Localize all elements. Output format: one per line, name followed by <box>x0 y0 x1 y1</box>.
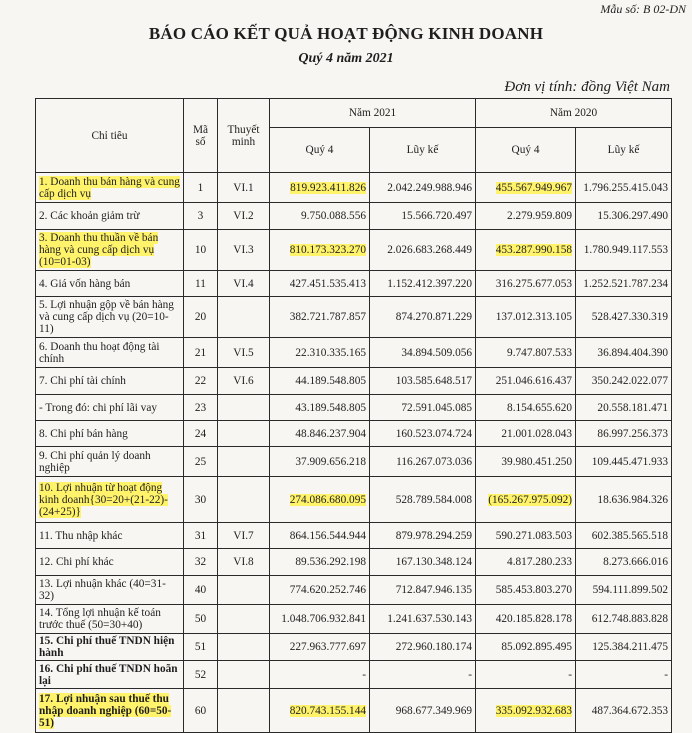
row-code: 50 <box>184 605 218 634</box>
value-q4-2021: 820.743.155.144 <box>289 704 366 717</box>
value-q4-2020: (165.267.975.092) <box>488 493 573 506</box>
value-q4-2020: 453.287.990.158 <box>495 244 573 256</box>
row-label: 4. Giá vốn hàng bán <box>36 271 184 297</box>
row-note <box>218 634 270 661</box>
row-code: 3 <box>184 203 218 230</box>
value-ytd-2021: 968.677.349.969 <box>370 689 476 733</box>
value-ytd-2020: 86.997.256.373 <box>576 421 672 447</box>
row-code: 10 <box>184 230 218 271</box>
value-q4-2021: 774.620.252.746 <box>270 576 370 605</box>
value-ytd-2021: 72.591.045.085 <box>370 395 476 421</box>
row-code: 22 <box>184 368 218 395</box>
table-row <box>36 447 672 477</box>
row-note <box>218 689 270 733</box>
row-code: 1 <box>184 173 218 203</box>
value-ytd-2020: 18.636.984.326 <box>576 477 672 523</box>
value-ytd-2021: 879.978.294.259 <box>370 523 476 549</box>
row-code: 31 <box>184 523 218 549</box>
row-code: 40 <box>184 576 218 605</box>
value-ytd-2020: 15.306.297.490 <box>576 203 672 230</box>
row-note <box>218 395 270 421</box>
table-row <box>36 230 672 271</box>
income-statement-table <box>35 98 672 733</box>
row-label: 8. Chi phí bán hàng <box>36 421 184 447</box>
value-q4-2021: 9.750.088.556 <box>270 203 370 230</box>
table-row <box>36 523 672 549</box>
row-label: 10. Lợi nhuận từ hoạt động kinh doanh{30=20+(21-22)-(24+25)} <box>39 481 168 518</box>
value-q4-2020: 8.154.655.620 <box>476 395 576 421</box>
table-row <box>36 576 672 605</box>
value-ytd-2020: 1.780.949.117.553 <box>576 230 672 271</box>
row-label: 9. Chi phí quản lý doanh nghiệp <box>36 447 184 477</box>
currency-unit: Đơn vị tính: đồng Việt Nam <box>504 79 670 95</box>
row-label: 17. Lợi nhuận sau thuế thu nhập doanh nghiệp (60=50-51) <box>39 692 172 729</box>
value-ytd-2021: 34.894.509.056 <box>370 338 476 368</box>
row-label: - Trong đó: chi phí lãi vay <box>36 395 184 421</box>
row-label: 14. Tổng lợi nhuận kế toán trước thuế (50=30+40) <box>36 605 184 634</box>
value-q4-2020: 137.012.313.105 <box>476 297 576 338</box>
row-label: 7. Chi phí tài chính <box>36 368 184 395</box>
value-ytd-2021: 15.566.720.497 <box>370 203 476 230</box>
value-q4-2020: 316.275.677.053 <box>476 271 576 297</box>
row-label: 3. Doanh thu thuần về bán hàng và cung cấp dịch vụ (10=01-03) <box>39 232 159 268</box>
row-note: VI.1 <box>218 173 270 203</box>
table-row <box>36 395 672 421</box>
header-ytd-2021: Lũy kế <box>370 128 476 173</box>
header-ytd-2020: Lũy kế <box>576 128 672 173</box>
row-note: VI.8 <box>218 549 270 576</box>
row-label: 11. Thu nhập khác <box>36 523 184 549</box>
header-q4-2020: Quý 4 <box>476 128 576 173</box>
header-note: Thuyết minh <box>218 99 270 173</box>
row-code: 11 <box>184 271 218 297</box>
value-q4-2021: 427.451.535.413 <box>270 271 370 297</box>
value-q4-2020: 85.092.895.495 <box>476 634 576 661</box>
row-label: 13. Lợi nhuận khác (40=31-32) <box>36 576 184 605</box>
report-title: BÁO CÁO KẾT QUẢ HOẠT ĐỘNG KINH DOANH <box>148 24 544 43</box>
value-ytd-2020: 350.242.022.077 <box>576 368 672 395</box>
value-q4-2020: 4.817.280.233 <box>476 549 576 576</box>
value-q4-2021: 48.846.237.904 <box>270 421 370 447</box>
form-code: Mẫu số: B 02-DN <box>600 2 686 16</box>
value-ytd-2021: 1.241.637.530.143 <box>370 605 476 634</box>
value-ytd-2021: 272.960.180.174 <box>370 634 476 661</box>
row-note: VI.7 <box>218 523 270 549</box>
value-q4-2021: - <box>270 661 370 689</box>
row-note <box>218 297 270 338</box>
row-label: 5. Lợi nhuận gộp về bán hàng và cung cấp dịch vụ (20=10-11) <box>36 297 184 338</box>
row-note <box>218 477 270 523</box>
value-q4-2020: 39.980.451.250 <box>476 447 576 477</box>
value-ytd-2021: 2.042.249.988.946 <box>370 173 476 203</box>
row-note <box>218 661 270 689</box>
row-note: VI.5 <box>218 338 270 368</box>
row-code: 21 <box>184 338 218 368</box>
report-period: Quý 4 năm 2021 <box>298 51 394 66</box>
value-q4-2021: 227.963.777.697 <box>270 634 370 661</box>
value-ytd-2021: 2.026.683.268.449 <box>370 230 476 271</box>
value-ytd-2021: 528.789.584.008 <box>370 477 476 523</box>
row-code: 24 <box>184 421 218 447</box>
row-code: 32 <box>184 549 218 576</box>
value-ytd-2021: 116.267.073.036 <box>370 447 476 477</box>
value-q4-2021: 274.086.680.095 <box>289 493 366 506</box>
header-indicator: Chỉ tiêu <box>36 99 184 173</box>
row-code: 52 <box>184 661 218 689</box>
value-q4-2021: 37.909.656.218 <box>270 447 370 477</box>
table-row <box>36 368 672 395</box>
value-q4-2020: 251.046.616.437 <box>476 368 576 395</box>
table-row <box>36 421 672 447</box>
table-row <box>36 173 672 203</box>
value-q4-2020: 420.185.828.178 <box>476 605 576 634</box>
value-ytd-2020: 1.796.255.415.043 <box>576 173 672 203</box>
value-ytd-2020: 594.111.899.502 <box>576 576 672 605</box>
header-year-2021: Năm 2021 <box>270 99 476 128</box>
row-note: VI.6 <box>218 368 270 395</box>
row-code: 25 <box>184 447 218 477</box>
table-row <box>36 203 672 230</box>
value-ytd-2021: 712.847.946.135 <box>370 576 476 605</box>
value-ytd-2020: 602.385.565.518 <box>576 523 672 549</box>
value-q4-2021: 1.048.706.932.841 <box>270 605 370 634</box>
value-q4-2021: 810.173.323.270 <box>289 244 366 256</box>
table-row <box>36 297 672 338</box>
value-q4-2020: 335.092.932.683 <box>495 704 573 717</box>
row-label: 2. Các khoản giảm trừ <box>36 203 184 230</box>
value-q4-2020: 21.001.028.043 <box>476 421 576 447</box>
header-year-2020: Năm 2020 <box>476 99 672 128</box>
value-q4-2020: 590.271.083.503 <box>476 523 576 549</box>
table-row <box>36 661 672 689</box>
value-ytd-2021: 874.270.871.229 <box>370 297 476 338</box>
row-note: VI.3 <box>218 230 270 271</box>
value-q4-2020: 455.567.949.967 <box>495 181 573 194</box>
value-ytd-2021: 1.152.412.397.220 <box>370 271 476 297</box>
value-ytd-2021: - <box>370 661 476 689</box>
value-q4-2021: 44.189.548.805 <box>270 368 370 395</box>
value-q4-2020: - <box>476 661 576 689</box>
row-note <box>218 421 270 447</box>
header-code: Mã số <box>184 99 218 173</box>
value-q4-2021: 89.536.292.198 <box>270 549 370 576</box>
value-q4-2021: 43.189.548.805 <box>270 395 370 421</box>
value-ytd-2020: 8.273.666.016 <box>576 549 672 576</box>
value-ytd-2020: 20.558.181.471 <box>576 395 672 421</box>
value-q4-2021: 382.721.787.857 <box>270 297 370 338</box>
row-code: 51 <box>184 634 218 661</box>
row-label: 15. Chi phí thuế TNDN hiện hành <box>36 634 184 661</box>
table-row <box>36 477 672 523</box>
value-q4-2020: 2.279.959.809 <box>476 203 576 230</box>
table-row <box>36 549 672 576</box>
row-note <box>218 605 270 634</box>
value-q4-2020: 585.453.803.270 <box>476 576 576 605</box>
table-row <box>36 271 672 297</box>
value-ytd-2020: 125.384.211.475 <box>576 634 672 661</box>
value-ytd-2021: 167.130.348.124 <box>370 549 476 576</box>
value-ytd-2021: 160.523.074.724 <box>370 421 476 447</box>
value-ytd-2020: 528.427.330.319 <box>576 297 672 338</box>
value-ytd-2020: - <box>576 661 672 689</box>
table-row <box>36 634 672 661</box>
value-q4-2021: 819.923.411.826 <box>290 181 366 194</box>
row-code: 20 <box>184 297 218 338</box>
row-note <box>218 447 270 477</box>
row-note: VI.2 <box>218 203 270 230</box>
row-label: 1. Doanh thu bán hàng và cung cấp dịch vụ <box>39 175 180 200</box>
table-row <box>36 689 672 733</box>
value-ytd-2020: 109.445.471.933 <box>576 447 672 477</box>
row-label: 6. Doanh thu hoạt động tài chính <box>36 338 184 368</box>
value-q4-2020: 9.747.807.533 <box>476 338 576 368</box>
value-ytd-2020: 1.252.521.787.234 <box>576 271 672 297</box>
value-ytd-2020: 487.364.672.353 <box>576 689 672 733</box>
value-ytd-2021: 103.585.648.517 <box>370 368 476 395</box>
value-ytd-2020: 36.894.404.390 <box>576 338 672 368</box>
row-code: 60 <box>184 689 218 733</box>
header-q4-2021: Quý 4 <box>270 128 370 173</box>
row-note <box>218 576 270 605</box>
value-q4-2021: 864.156.544.944 <box>270 523 370 549</box>
table-row <box>36 605 672 634</box>
row-label: 16. Chi phí thuế TNDN hoãn lại <box>36 661 184 689</box>
value-q4-2021: 22.310.335.165 <box>270 338 370 368</box>
table-row <box>36 338 672 368</box>
row-code: 23 <box>184 395 218 421</box>
row-code: 30 <box>184 477 218 523</box>
row-note: VI.4 <box>218 271 270 297</box>
row-label: 12. Chi phí khác <box>36 549 184 576</box>
value-ytd-2020: 612.748.883.828 <box>576 605 672 634</box>
